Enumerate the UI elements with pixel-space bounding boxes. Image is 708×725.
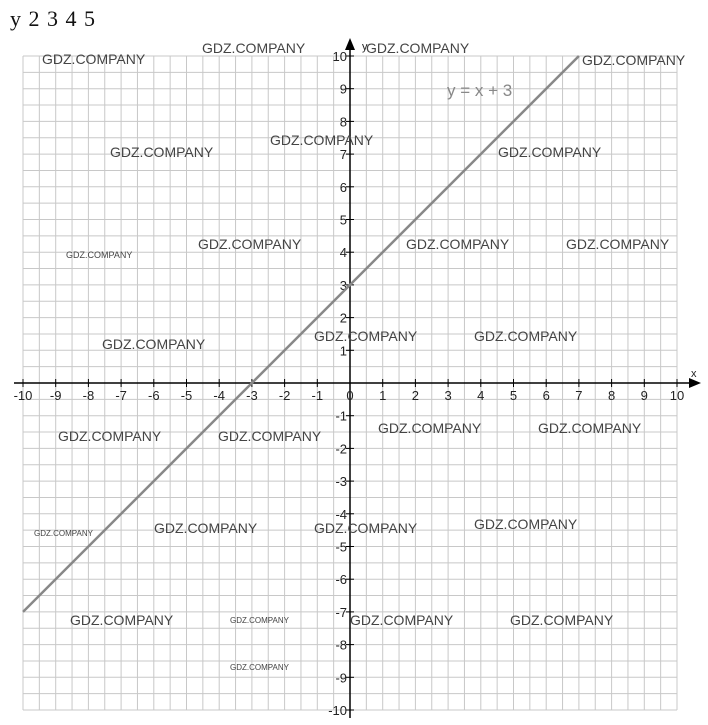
y-tick-label: 4 — [339, 245, 347, 261]
x-tick-label: 6 — [542, 388, 550, 403]
watermarks — [34, 40, 686, 672]
x-tick-label: -8 — [82, 388, 95, 403]
y-tick-label: -10 — [328, 703, 347, 718]
y-tick-label: -5 — [335, 539, 347, 555]
watermark-text: GDZ.COMPANY — [406, 236, 510, 252]
watermark-text: GDZ.COMPANY — [366, 40, 470, 56]
x-tick-label: 4 — [477, 388, 485, 403]
y-tick-label: -8 — [335, 637, 347, 653]
watermark-text: GDZ.COMPANY — [70, 612, 174, 628]
watermark-text: GDZ.COMPANY — [498, 144, 602, 160]
y-tick-label: 2 — [339, 310, 347, 326]
x-tick-label: -1 — [311, 388, 324, 403]
watermark-text: GDZ.COMPANY — [42, 51, 146, 67]
watermark-text: GDZ.COMPANY — [510, 612, 614, 628]
x-tick-label: 3 — [444, 388, 452, 403]
x-tick-label: 0 — [346, 388, 354, 403]
watermark-text: GDZ.COMPANY — [314, 328, 418, 344]
watermark-text: GDZ.COMPANY — [538, 420, 642, 436]
y-tick-label: -6 — [335, 572, 347, 588]
y-tick-label: 10 — [332, 49, 347, 64]
y-tick-label: 3 — [339, 277, 347, 293]
watermark-text: GDZ.COMPANY — [314, 520, 418, 536]
equation-label: y = x + 3 — [447, 81, 513, 100]
watermark-text: GDZ.COMPANY — [230, 663, 289, 672]
y-tick-label: 5 — [339, 212, 347, 228]
x-tick-label: -7 — [115, 388, 127, 403]
watermark-text: GDZ.COMPANY — [34, 529, 93, 538]
y-tick-label: 8 — [339, 114, 347, 130]
watermark-text: GDZ.COMPANY — [474, 516, 578, 532]
watermark-text: GDZ.COMPANY — [378, 420, 482, 436]
watermark-text: GDZ.COMPANY — [218, 428, 322, 444]
x-tick-label: -10 — [13, 388, 33, 403]
y-tick-label: -7 — [335, 604, 347, 620]
x-tick-label: -5 — [180, 388, 193, 403]
x-tick-label: -9 — [49, 388, 62, 403]
watermark-text: GDZ.COMPANY — [474, 328, 578, 344]
y-tick-label: 9 — [339, 81, 347, 97]
x-tick-label: -3 — [246, 388, 258, 403]
y-tick-label: -4 — [335, 506, 347, 522]
watermark-text: GDZ.COMPANY — [230, 616, 289, 625]
x-axis-label: x — [691, 368, 697, 380]
watermark-text: GDZ.COMPANY — [566, 236, 670, 252]
x-tick-label: 7 — [575, 388, 583, 403]
x-tick-label: 10 — [669, 388, 685, 403]
x-tick-label: 5 — [509, 388, 518, 403]
watermark-text: GDZ.COMPANY — [270, 132, 374, 148]
y-tick-label: 1 — [339, 343, 347, 359]
y-tick-label: 6 — [339, 179, 347, 195]
y-tick-label: -1 — [335, 408, 347, 424]
x-tick-label: -2 — [278, 388, 291, 403]
watermark-text: GDZ.COMPANY — [66, 250, 133, 260]
y-tick-label: -2 — [335, 441, 347, 457]
watermark-text: GDZ.COMPANY — [110, 144, 214, 160]
watermark-text: GDZ.COMPANY — [154, 520, 258, 536]
watermark-text: GDZ.COMPANY — [102, 336, 206, 352]
watermark-text: GDZ.COMPANY — [58, 428, 162, 444]
x-tick-label: 2 — [411, 388, 420, 403]
y-tick-label: -3 — [335, 474, 347, 490]
y-tick-label: -9 — [335, 670, 347, 686]
watermark-text: GDZ.COMPANY — [198, 236, 302, 252]
x-tick-label: -6 — [148, 388, 160, 403]
watermark-text: GDZ.COMPANY — [582, 52, 686, 68]
x-tick-label: 9 — [640, 388, 648, 403]
header-text: y 2 3 4 5 — [10, 6, 96, 31]
x-tick-label: -4 — [213, 388, 225, 403]
x-tick-label: 1 — [379, 388, 387, 403]
watermark-text: GDZ.COMPANY — [202, 40, 306, 56]
x-tick-label: 8 — [607, 388, 616, 403]
y-axis-label: y — [362, 41, 368, 53]
y-tick-label: 7 — [339, 147, 347, 163]
watermark-text: GDZ.COMPANY — [350, 612, 454, 628]
